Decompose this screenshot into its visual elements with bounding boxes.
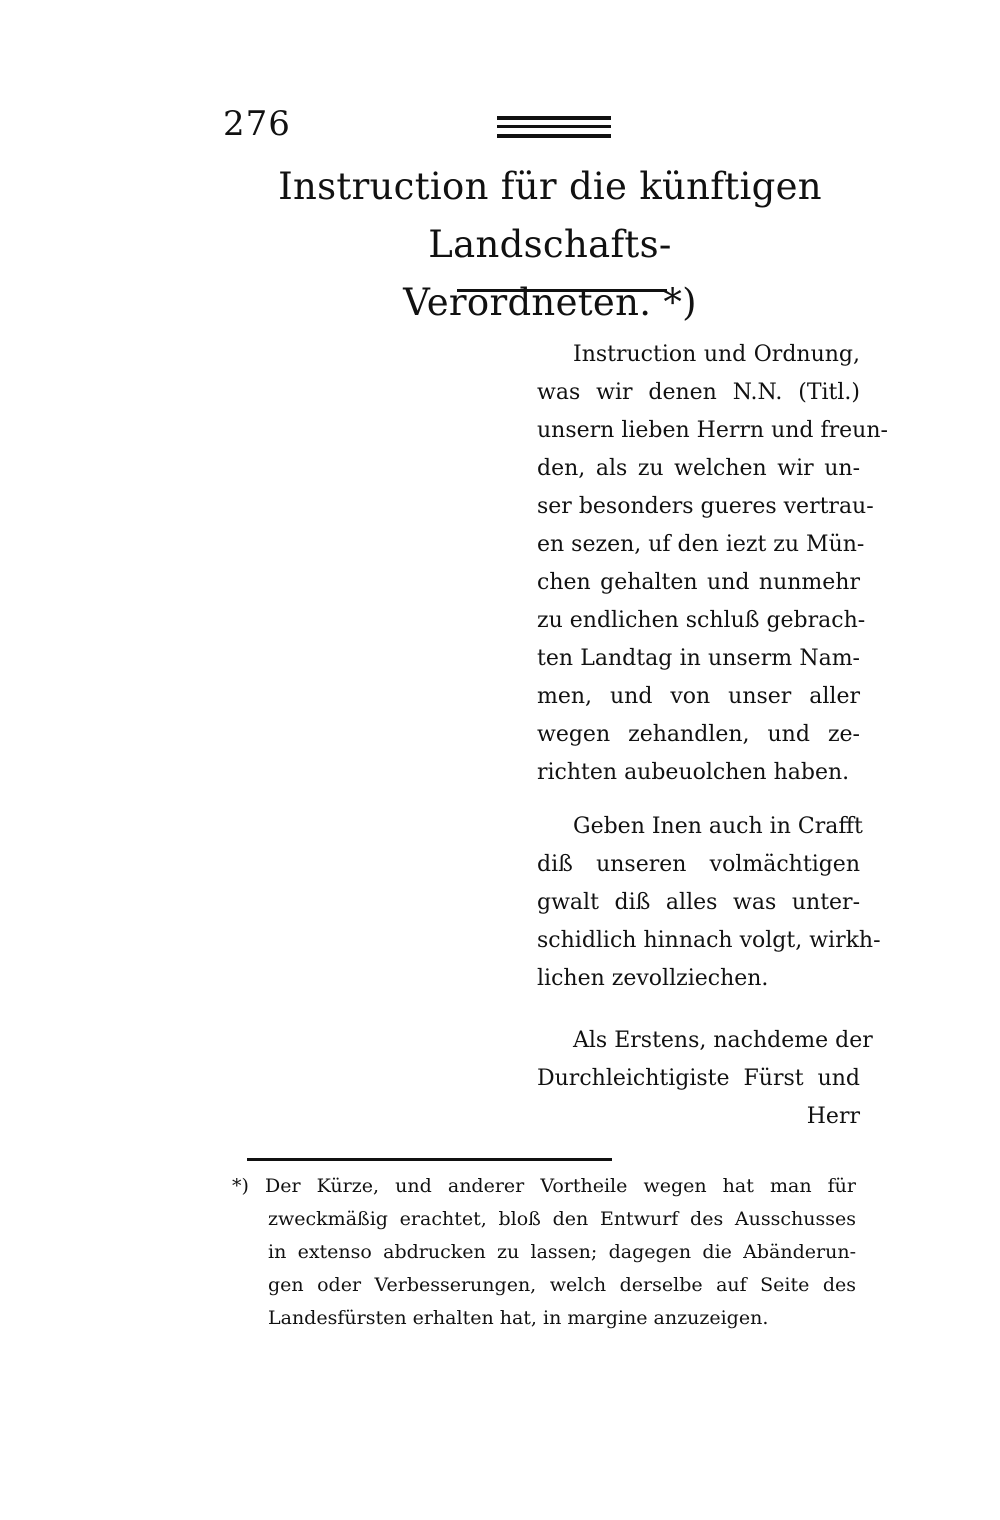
text-line: lichen zevollziechen. [537,966,769,991]
text-line: was wir denen N.N. (Titl.) [537,380,860,405]
footnote-line: in extenso abdrucken zu lassen; dagegen die Abänderun- [268,1241,856,1263]
page-number: 276 [223,104,291,144]
text-line: zu endlichen schluß gebrach- [537,608,866,633]
text-line: men, und von unser aller [537,684,860,709]
paragraph-firstly [537,1022,873,1136]
text-line: chen gehalten und nunmehr [537,570,860,595]
catchword: Herr [806,1104,860,1129]
text-line: gwalt diß alles was unter- [537,890,860,915]
title-divider [457,289,667,292]
text-line: Instruction und Ordnung, [573,342,860,367]
footnote [232,1170,856,1335]
footnote-line: gen oder Verbesserungen, welch derselbe auf Seite des [268,1274,856,1296]
header-ornament-rule [497,116,611,138]
text-line: Durchleichtigiste Fürst und [537,1066,860,1091]
text-line: ser besonders gueres vertrau- [537,494,874,519]
title-line: Verordneten. *) [403,281,697,324]
text-line: Als Erstens, nachdeme der [573,1028,873,1053]
footnote-rule [247,1158,612,1161]
text-line: ten Landtag in unserm Nam- [537,646,860,671]
text-line: schidlich hinnach volgt, wirkh- [537,928,881,953]
text-line: diß unseren volmächtigen [537,852,860,877]
text-line: Geben Inen auch in Crafft [573,814,863,839]
page-title [200,158,900,332]
text-line: richten aubeuolchen haben. [537,760,850,785]
footnote-line: Landesfürsten erhalten hat, in margine anzuzeigen. [268,1307,769,1329]
title-line: Instruction für die künftigen Landschafts- [278,165,822,266]
paragraph-instruction [537,336,888,792]
footnote-line: zweckmäßig erachtet, bloß den Entwurf des Ausschusses [268,1208,856,1230]
footnote-line: *) Der Kürze, und anderer Vortheile wegen hat man für [232,1175,856,1197]
text-line: den, als zu welchen wir un- [537,456,860,481]
text-line: en sezen, uf den iezt zu Mün- [537,532,865,557]
paragraph-authority [537,808,881,998]
text-line: unsern lieben Herrn und freun- [537,418,888,443]
text-line: wegen zehandlen, und ze- [537,722,860,747]
